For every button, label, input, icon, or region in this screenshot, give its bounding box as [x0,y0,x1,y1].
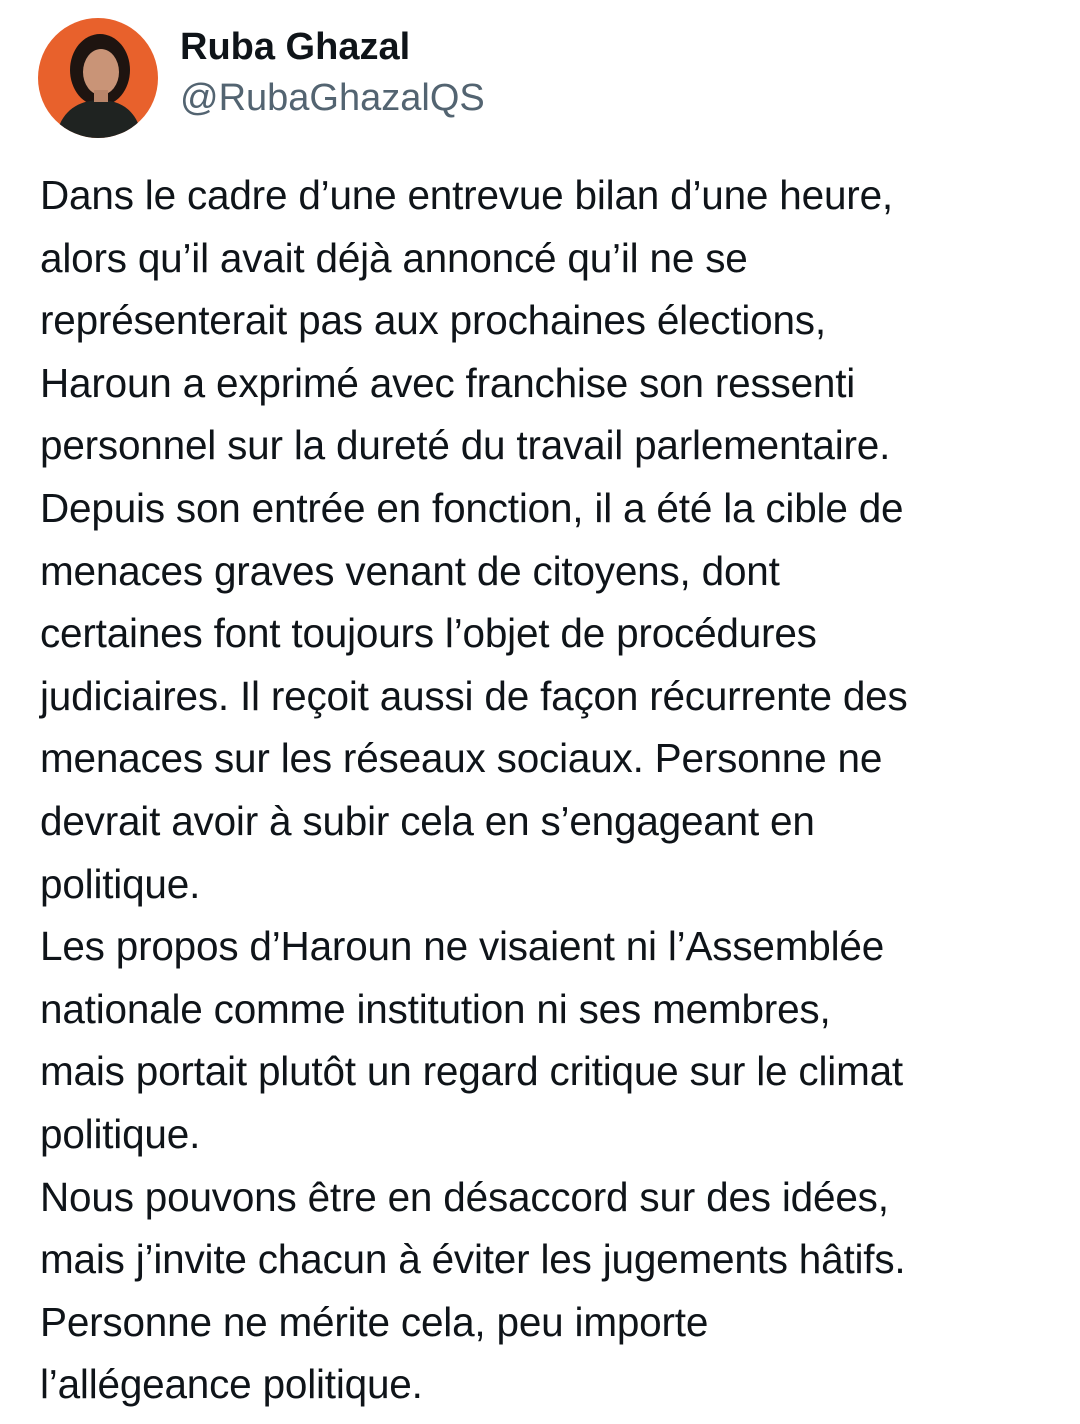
tweet-line: nationale comme institution ni ses membres, [40,985,831,1032]
author-display-name[interactable]: Ruba Ghazal [180,26,411,68]
tweet-line: Nous pouvons être en désaccord sur des idées, [40,1173,889,1220]
tweet-line: Dans le cadre d’une entrevue bilan d’une heure, [40,172,893,218]
author-names [180,25,485,123]
tweet-line: Haroun a exprimé avec franchise son ressenti [40,359,856,406]
tweet-line: représenterait pas aux prochaines élections, [40,297,826,344]
tweet-line: personnel sur la dureté du travail parlementaire. [40,422,891,469]
author-handle[interactable]: @RubaGhazalQS [180,77,485,119]
avatar-image [38,18,158,138]
avatar[interactable] [38,18,158,138]
tweet-line: certaines font toujours l’objet de procédures [40,610,817,657]
tweet-line: menaces sur les réseaux sociaux. Personne ne [40,735,883,782]
tweet-line: judiciaires. Il reçoit aussi de façon récurrente des [40,672,908,719]
tweet-header [38,18,485,138]
tweet-text [40,164,1050,1416]
tweet-line: Depuis son entrée en fonction, il a été la cible de [40,484,904,531]
tweet-line: mais j’invite chacun à éviter les jugements hâtifs. [40,1236,906,1283]
tweet-line: l’allégeance politique. [40,1361,423,1408]
tweet-line: politique. [40,860,201,907]
tweet-line: mais portait plutôt un regard critique sur le climat [40,1048,903,1095]
tweet-line: Les propos d’Haroun ne visaient ni l’Assemblée [40,923,885,970]
tweet-line: alors qu’il avait déjà annoncé qu’il ne se [40,234,748,281]
tweet-line: politique. [40,1110,201,1157]
tweet-line: menaces graves venant de citoyens, dont [40,547,780,594]
tweet-line: Personne ne mérite cela, peu importe [40,1298,709,1345]
tweet-line: devrait avoir à subir cela en s’engageant en [40,797,815,844]
